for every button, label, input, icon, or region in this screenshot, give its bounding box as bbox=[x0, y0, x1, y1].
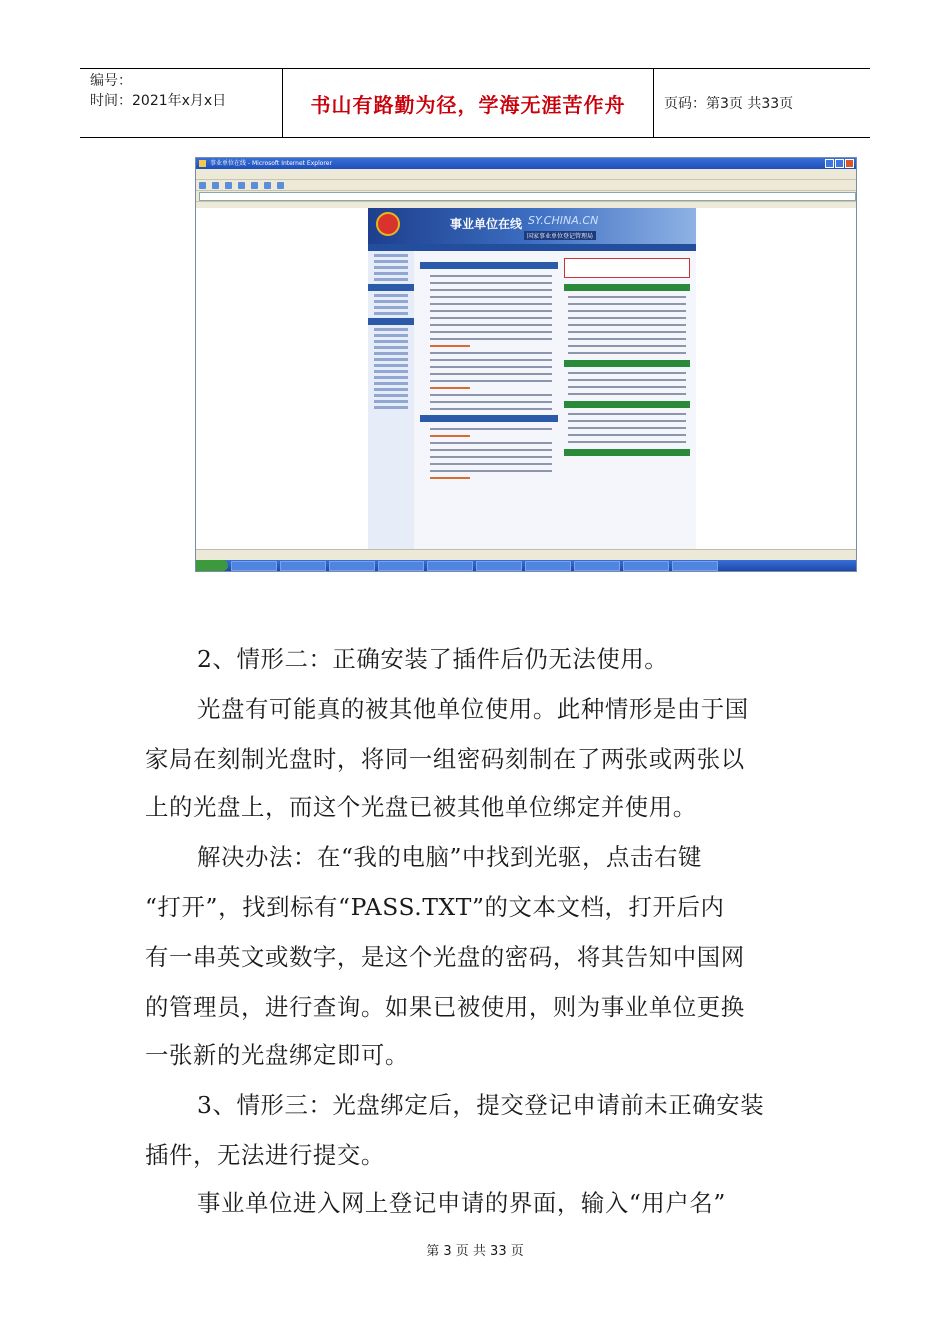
browser-content bbox=[196, 208, 856, 549]
document-header bbox=[80, 68, 870, 138]
favorites-icon bbox=[277, 182, 284, 189]
address-bar bbox=[196, 191, 856, 202]
site-domain: SY.CHINA.CN bbox=[528, 214, 599, 227]
windows-taskbar bbox=[196, 560, 856, 571]
start-button bbox=[196, 560, 228, 571]
body-line: 3、情形三：光盘绑定后，提交登记申请前未正确安装 bbox=[197, 1091, 765, 1119]
body-line: 有一串英文或数字，是这个光盘的密码，将其告知中国网 bbox=[145, 943, 745, 971]
maximize-icon bbox=[835, 159, 844, 168]
refresh-icon bbox=[238, 182, 245, 189]
minimize-icon bbox=[825, 159, 834, 168]
stop-icon bbox=[225, 182, 232, 189]
national-emblem-icon bbox=[376, 212, 400, 236]
header-motto: 书山有路勤为径，学海无涯苦作舟 bbox=[283, 69, 654, 137]
body-line: 解决办法：在“我的电脑”中找到光驱，点击右键 bbox=[197, 843, 702, 871]
body-line: 上的光盘上，而这个光盘已被其他单位绑定并使用。 bbox=[145, 793, 697, 821]
body-line: 一张新的光盘绑定即可。 bbox=[145, 1041, 409, 1069]
site-nav bbox=[368, 244, 696, 251]
browser-toolbar bbox=[196, 180, 856, 191]
site-subtitle: 国家事业单位登记管理局 bbox=[524, 231, 596, 240]
page-footer: 第 3 页 共 33 页 bbox=[426, 1244, 524, 1259]
back-icon bbox=[199, 182, 206, 189]
header-meta bbox=[80, 69, 283, 137]
body-line: 光盘有可能真的被其他单位使用。此种情形是由于国 bbox=[197, 695, 749, 723]
body-line: 家局在刻制光盘时，将同一组密码刻制在了两张或两张以 bbox=[145, 745, 745, 773]
site-main-column bbox=[420, 258, 558, 546]
header-page-label: 页码：第3页 共33页 bbox=[664, 96, 794, 112]
browser-window-title: 事业单位在线 - Microsoft Internet Explorer bbox=[210, 160, 332, 167]
number-label: 编号： bbox=[90, 73, 132, 89]
ie-icon bbox=[199, 160, 206, 167]
body-line: 的管理员，进行查询。如果已被使用，则为事业单位更换 bbox=[145, 993, 745, 1021]
embedded-browser-screenshot bbox=[195, 157, 857, 572]
site-right-column bbox=[564, 258, 690, 546]
china-logo bbox=[564, 258, 690, 278]
browser-titlebar bbox=[196, 158, 856, 169]
address-field bbox=[199, 192, 856, 201]
forward-icon bbox=[212, 182, 219, 189]
home-icon bbox=[251, 182, 258, 189]
body-line: 事业单位进入网上登记申请的界面，输入“用户名” bbox=[197, 1189, 726, 1217]
body-line: 2、情形二：正确安装了插件后仍无法使用。 bbox=[197, 645, 669, 673]
website-page bbox=[368, 208, 696, 549]
body-line: 插件，无法进行提交。 bbox=[145, 1141, 385, 1169]
site-left-column bbox=[368, 251, 414, 549]
close-icon bbox=[845, 159, 854, 168]
window-buttons bbox=[825, 159, 854, 168]
browser-menubar bbox=[196, 169, 856, 180]
body-line: “打开”，找到标有“PASS.TXT”的文本文档，打开后内 bbox=[145, 893, 725, 921]
browser-statusbar bbox=[196, 549, 856, 560]
site-banner bbox=[368, 208, 696, 244]
site-title: 事业单位在线 bbox=[450, 217, 523, 231]
time-label: 时间：2021年x月x日 bbox=[90, 93, 227, 109]
search-icon bbox=[264, 182, 271, 189]
